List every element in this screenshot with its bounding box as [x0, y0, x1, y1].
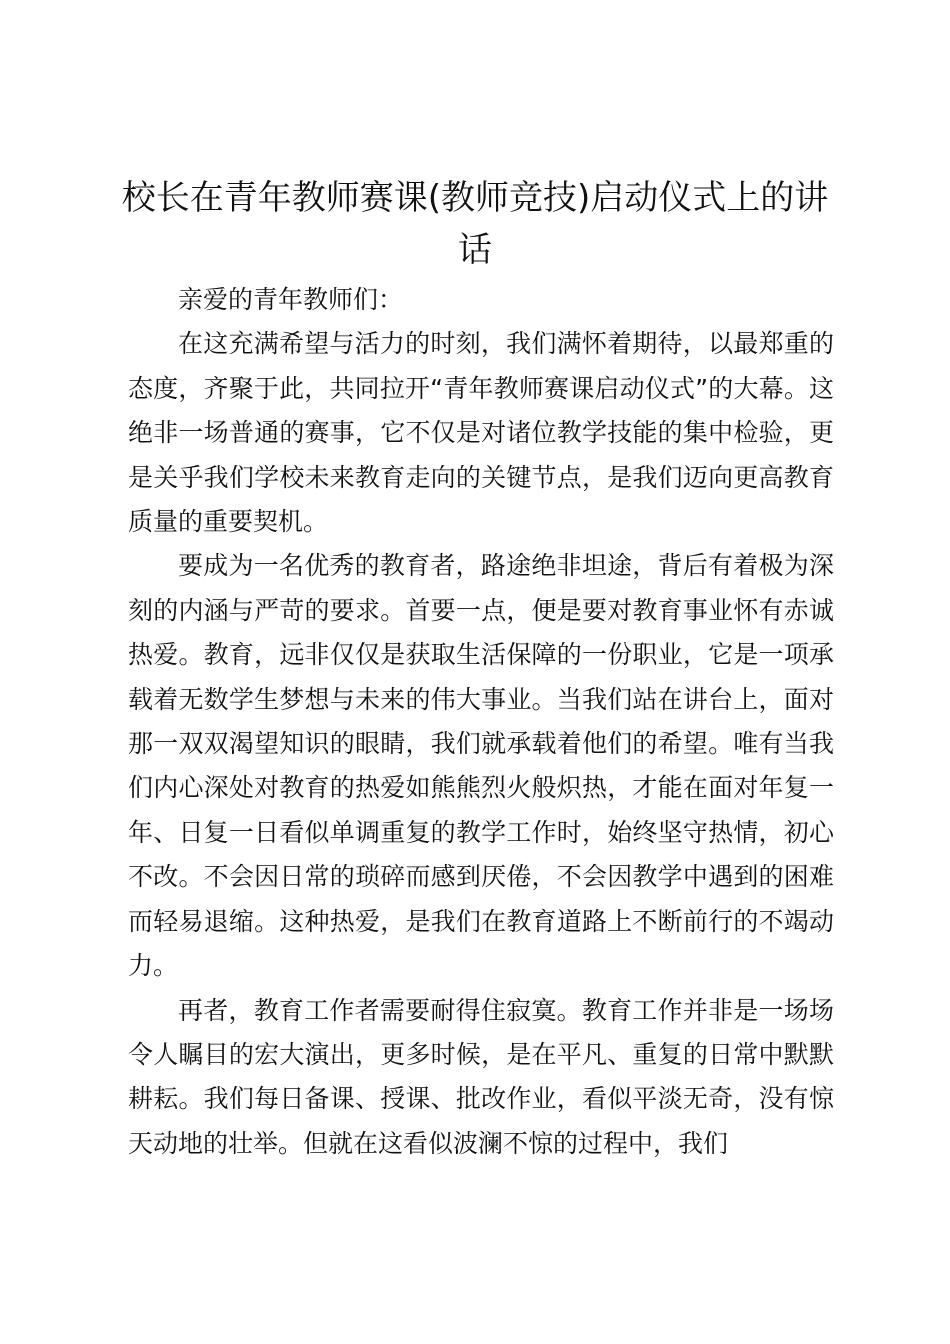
document-body	[128, 278, 834, 1166]
paragraph-2: 要成为一名优秀的教育者，路途绝非坦途，背后有着极为深刻的内涵与严苛的要求。首要一点，便是要对教育事业怀有赤诚热爱。教育，远非仅仅是获取生活保障的一份职业，它是一项承载着无数学生梦想与未来的伟大事业。当我们站在讲台上，面对那一双双渴望知识的眼睛，我们就承载着他们的希望。唯有当我们内心深处对教育的热爱如熊熊烈火般炽热，才能在面对年复一年、日复一日看似单调重复的教学工作时，始终坚守热情，初心不改。不会因日常的琐碎而感到厌倦，不会因教学中遇到的困难而轻易退缩。这种热爱，是我们在教育道路上不断前行的不竭动力。	[128, 551, 834, 981]
paragraph-3: 再者，教育工作者需要耐得住寂寞。教育工作并非是一场场令人瞩目的宏大演出，更多时候，是在平凡、重复的日常中默默耕耘。我们每日备课、授课、批改作业，看似平淡无奇，没有惊天动地的壮举。但就在这看似波澜不惊的过程中，我们	[128, 995, 834, 1158]
document-title: 校长在青年教师赛课(教师竞技)启动仪式上的讲话	[121, 178, 829, 270]
salutation: 亲爱的青年教师们：	[178, 285, 404, 314]
paragraph-1: 在这充满希望与活力的时刻，我们满怀着期待，以最郑重的态度，齐聚于此，共同拉开“青年教师赛课启动仪式”的大幕。这绝非一场普通的赛事，它不仅是对诸位教学技能的集中检验，更是关乎我们学校未来教育走向的关键节点，是我们迈向更高教育质量的重要契机。	[128, 329, 834, 537]
